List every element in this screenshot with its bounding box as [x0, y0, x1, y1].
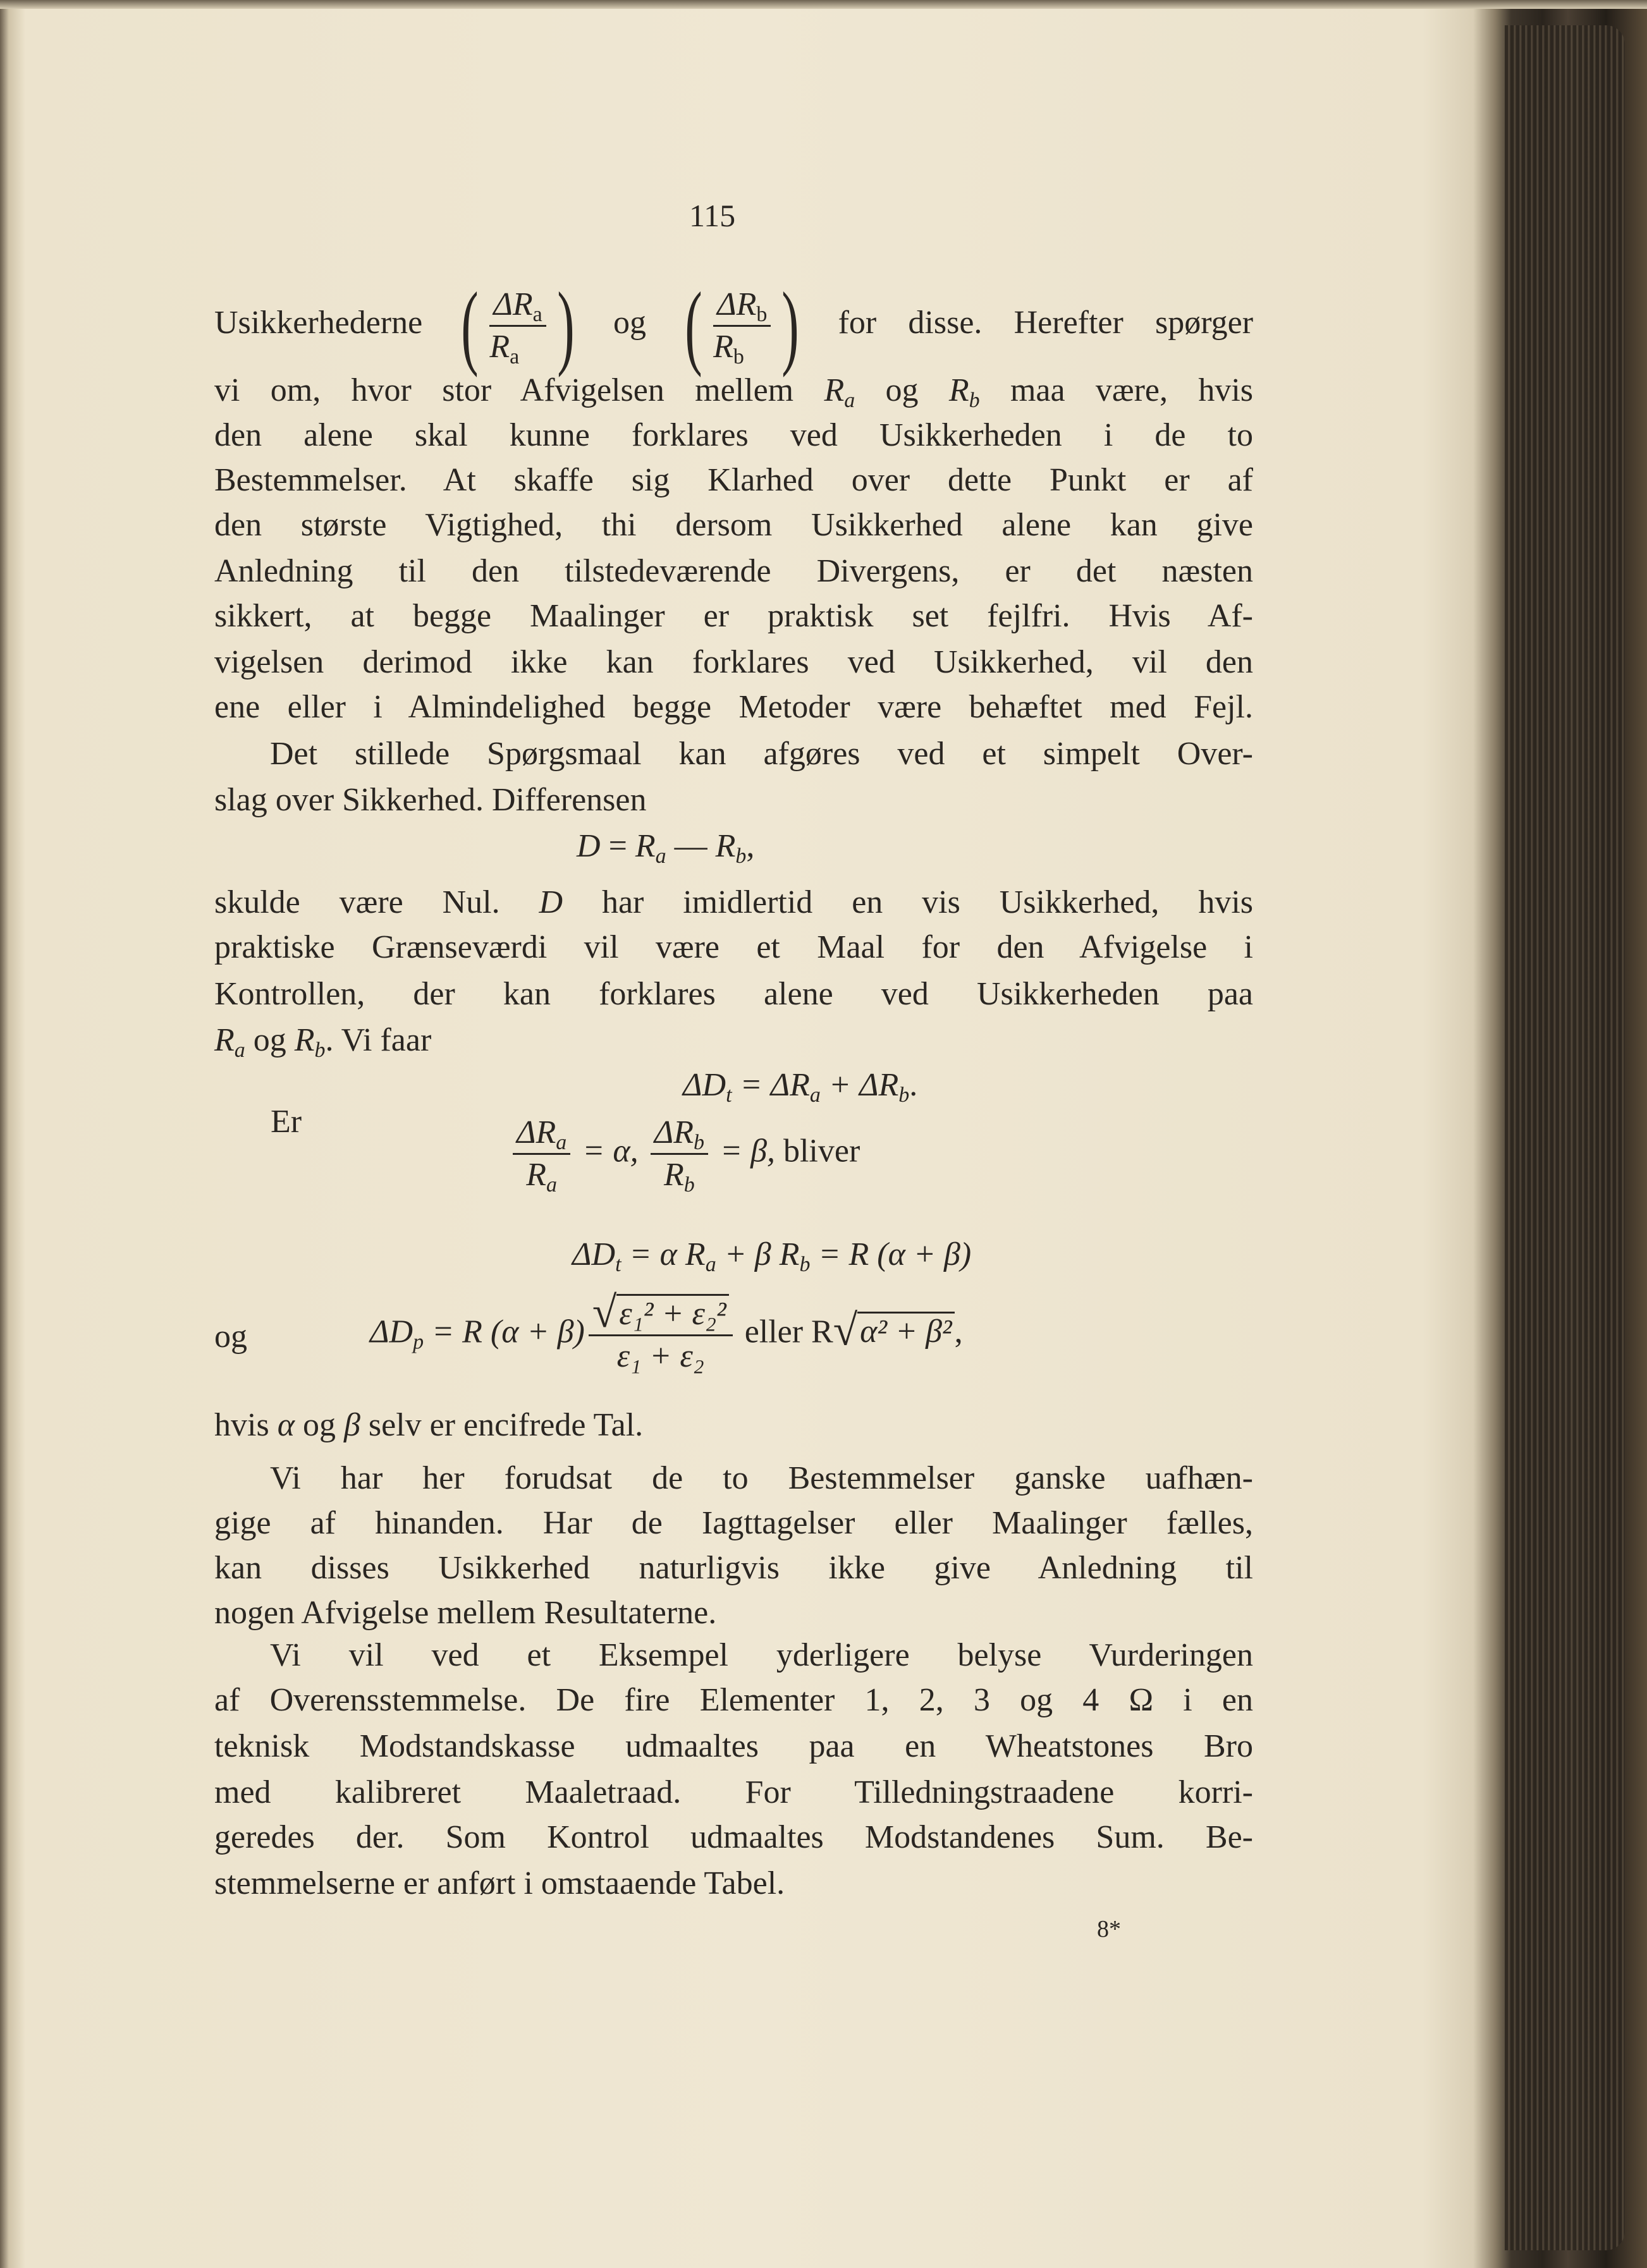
math-part: = β,: [711, 1133, 783, 1169]
text: den største Vigtighed, thi dersom Usikkerhed alene kan give: [214, 507, 1253, 543]
equation-label-og: og: [214, 1319, 247, 1355]
text-line: [214, 975, 1253, 1014]
text: Vi vil ved et Eksempel yderligere belyse Vurderingen: [270, 1637, 1253, 1673]
text-line: [214, 416, 1253, 455]
math-symbol: α: [277, 1407, 295, 1443]
subscript: a: [844, 389, 855, 412]
text: Bestemmelser. At skaffe sig Klarhed over dette Punkt er af: [214, 462, 1253, 498]
text-line: [214, 1636, 1253, 1675]
text-line-1: [214, 273, 1254, 378]
math-part: R: [635, 828, 656, 864]
text-line: [214, 1549, 1253, 1588]
text: stemmelserne er anført i omstaaende Tabel.: [214, 1865, 785, 1901]
numerator: ΔR: [493, 286, 533, 322]
text: af Overensstemmelse. De fire Elementer 1, 2, 3 og 4 Ω i en: [214, 1682, 1253, 1718]
math-part: .: [909, 1067, 918, 1103]
math-part: R: [663, 1157, 684, 1193]
math-part: ΔR: [654, 1114, 694, 1150]
subscript: b: [969, 389, 980, 412]
text-line: [214, 371, 1253, 410]
text: og: [245, 1022, 295, 1058]
math-part: = R (α + β): [424, 1314, 585, 1350]
page-number: 115: [689, 198, 736, 233]
math-part: a: [655, 844, 666, 868]
math-part: ΔD: [683, 1067, 726, 1103]
math-part: = α R: [621, 1236, 706, 1272]
math-symbol: R: [214, 1022, 235, 1058]
math-symbol: R: [294, 1022, 315, 1058]
math-part: p: [413, 1330, 424, 1354]
text-line: [214, 928, 1253, 967]
text: Det stillede Spørgsmaal kan afgøres ved et simpelt Over-: [270, 736, 1253, 772]
sub: b: [733, 344, 744, 369]
math-part: α² + β²: [857, 1312, 954, 1350]
text: den alene skal kunne forklares ved Usikkerheden i de to: [214, 417, 1253, 453]
text: vi om, hvor stor Afvigelsen mellem: [214, 372, 824, 408]
word: Usikkerhederne: [214, 304, 423, 341]
math-part: =: [600, 828, 635, 864]
text-line: [214, 506, 1253, 545]
math-part: b: [898, 1083, 910, 1107]
text-line: [214, 552, 1253, 591]
word: og: [613, 304, 646, 341]
math-part: ε₁² + ε₂²: [616, 1294, 728, 1332]
math-part: = ΔR: [732, 1067, 810, 1103]
math-part: R: [526, 1157, 547, 1193]
math-part: a: [556, 1131, 567, 1154]
text: maa være, hvis: [979, 372, 1254, 408]
math-part: = α,: [574, 1133, 647, 1169]
math-part: ΔR: [517, 1114, 556, 1150]
math-part: + β R: [716, 1236, 800, 1272]
text: nogen Afvigelse mellem Resultaterne.: [214, 1595, 717, 1631]
math-symbol: D: [539, 884, 563, 920]
math-part: ,: [954, 1314, 963, 1350]
text: Kontrollen, der kan forklares alene ved Usikkerheden paa: [214, 976, 1253, 1012]
math-part: b: [735, 844, 747, 868]
text-line: [214, 461, 1253, 500]
math-part: a: [546, 1173, 558, 1197]
math-symbol: R: [948, 372, 969, 408]
left-paren: (: [685, 273, 702, 378]
text-line: [214, 735, 1253, 774]
math-part: t: [726, 1083, 732, 1107]
denominator: R: [489, 328, 510, 365]
text: sikkert, at begge Maalinger er praktisk set fejlfri. Hvis Af-: [214, 598, 1253, 634]
text-line: [214, 1406, 1253, 1445]
math-part: ΔD: [572, 1236, 616, 1272]
text: ene eller i Almindelighed begge Metoder være behæftet med Fejl.: [214, 689, 1253, 725]
text-line: [214, 883, 1253, 922]
math-part: = R (α + β): [810, 1236, 972, 1272]
text: selv er encifrede Tal.: [360, 1407, 644, 1443]
sub: a: [510, 344, 520, 369]
math-part: bliver: [783, 1133, 860, 1169]
right-paren: ): [781, 273, 800, 378]
math-part: —: [666, 828, 716, 864]
equation-delta-dt: [683, 1066, 918, 1107]
text: teknisk Modstandskasse udmaaltes paa en Wheatstones Bro: [214, 1728, 1253, 1764]
subscript: b: [314, 1039, 326, 1062]
text-line: [214, 1727, 1253, 1766]
text-line: [214, 1773, 1253, 1812]
math-part: a: [809, 1083, 821, 1107]
text-line: [214, 1818, 1253, 1857]
text-line: [214, 781, 1253, 820]
text: Anledning til den tilstedeværende Divergens, er det næsten: [214, 553, 1253, 589]
text: og: [855, 372, 949, 408]
text: skulde være Nul.: [214, 884, 539, 920]
math-part: R: [715, 828, 736, 864]
text-line: [214, 1864, 1253, 1903]
text-line: [214, 1504, 1253, 1543]
text: for disse. Herefter spørger: [838, 304, 1254, 341]
text-line: [214, 688, 1253, 727]
signature-mark: 8*: [1097, 1916, 1121, 1942]
text: har imidlertid en vis Usikkerhed, hvis: [563, 884, 1254, 920]
fraction-b: [713, 284, 771, 367]
text-line: [214, 1594, 1253, 1633]
text: gige af hinanden. Har de Iagttagelser eller Maalinger fælles,: [214, 1505, 1253, 1541]
text: geredes der. Som Kontrol udmaaltes Modstandenes Sum. Be-: [214, 1819, 1253, 1855]
math-part: D: [577, 828, 601, 864]
math-part: eller R: [736, 1314, 833, 1350]
text: vigelsen derimod ikke kan forklares ved Usikkerhed, vil den: [214, 644, 1253, 680]
equation-difference: [577, 827, 755, 868]
text-line: [214, 1021, 1253, 1060]
math-part: ΔD: [370, 1314, 413, 1350]
math-symbol: β: [343, 1407, 360, 1443]
equation-ratios: [509, 1113, 860, 1195]
numerator: ΔR: [717, 286, 757, 322]
text-line: [214, 1681, 1253, 1720]
math-part: a: [705, 1253, 716, 1276]
fraction-a: [489, 284, 546, 367]
text: slag over Sikkerhed. Differensen: [214, 782, 647, 818]
text: med kalibreret Maaletraad. For Tilledningstraadene korri-: [214, 1774, 1253, 1810]
math-part: b: [799, 1253, 811, 1276]
math-part: b: [693, 1131, 704, 1154]
page-top-edge: [0, 0, 1647, 9]
math-part: b: [683, 1173, 695, 1197]
math-part: ε₁ + ε₂: [616, 1338, 704, 1374]
sub: a: [532, 302, 542, 326]
text: hvis: [214, 1407, 278, 1443]
text: kan disses Usikkerhed naturligvis ikke give Anledning til: [214, 1550, 1253, 1586]
left-paren: (: [461, 273, 479, 378]
text: praktiske Grænseværdi vil være et Maal for den Afvigelse i: [214, 929, 1253, 965]
text: Vi har her forudsat de to Bestemmelser ganske uafhæn-: [270, 1460, 1253, 1496]
subscript: a: [234, 1039, 245, 1062]
equation-label-er: Er: [271, 1104, 302, 1140]
math-part: + ΔR: [820, 1067, 899, 1103]
math-part: ,: [746, 828, 755, 864]
denominator: R: [713, 328, 733, 365]
text-line: [214, 1459, 1253, 1498]
text-line: [214, 643, 1253, 682]
text-line: [214, 597, 1253, 636]
equation-dt-expanded: [572, 1236, 972, 1276]
math-part: t: [615, 1253, 621, 1276]
right-paren: ): [557, 273, 575, 378]
text: og: [294, 1407, 344, 1443]
equation-dp: $\Delta D_p = R$ (α + β) $\frac{\text{√ε₁² + ε₂²}}{\text{ε₁ + ε₂}}$ eller R√α² + β²,: [370, 1288, 963, 1374]
page-block-edge: [1505, 25, 1625, 2250]
sub: b: [756, 302, 768, 326]
math-symbol: R: [824, 372, 845, 408]
text: . Vi faar: [325, 1022, 432, 1058]
